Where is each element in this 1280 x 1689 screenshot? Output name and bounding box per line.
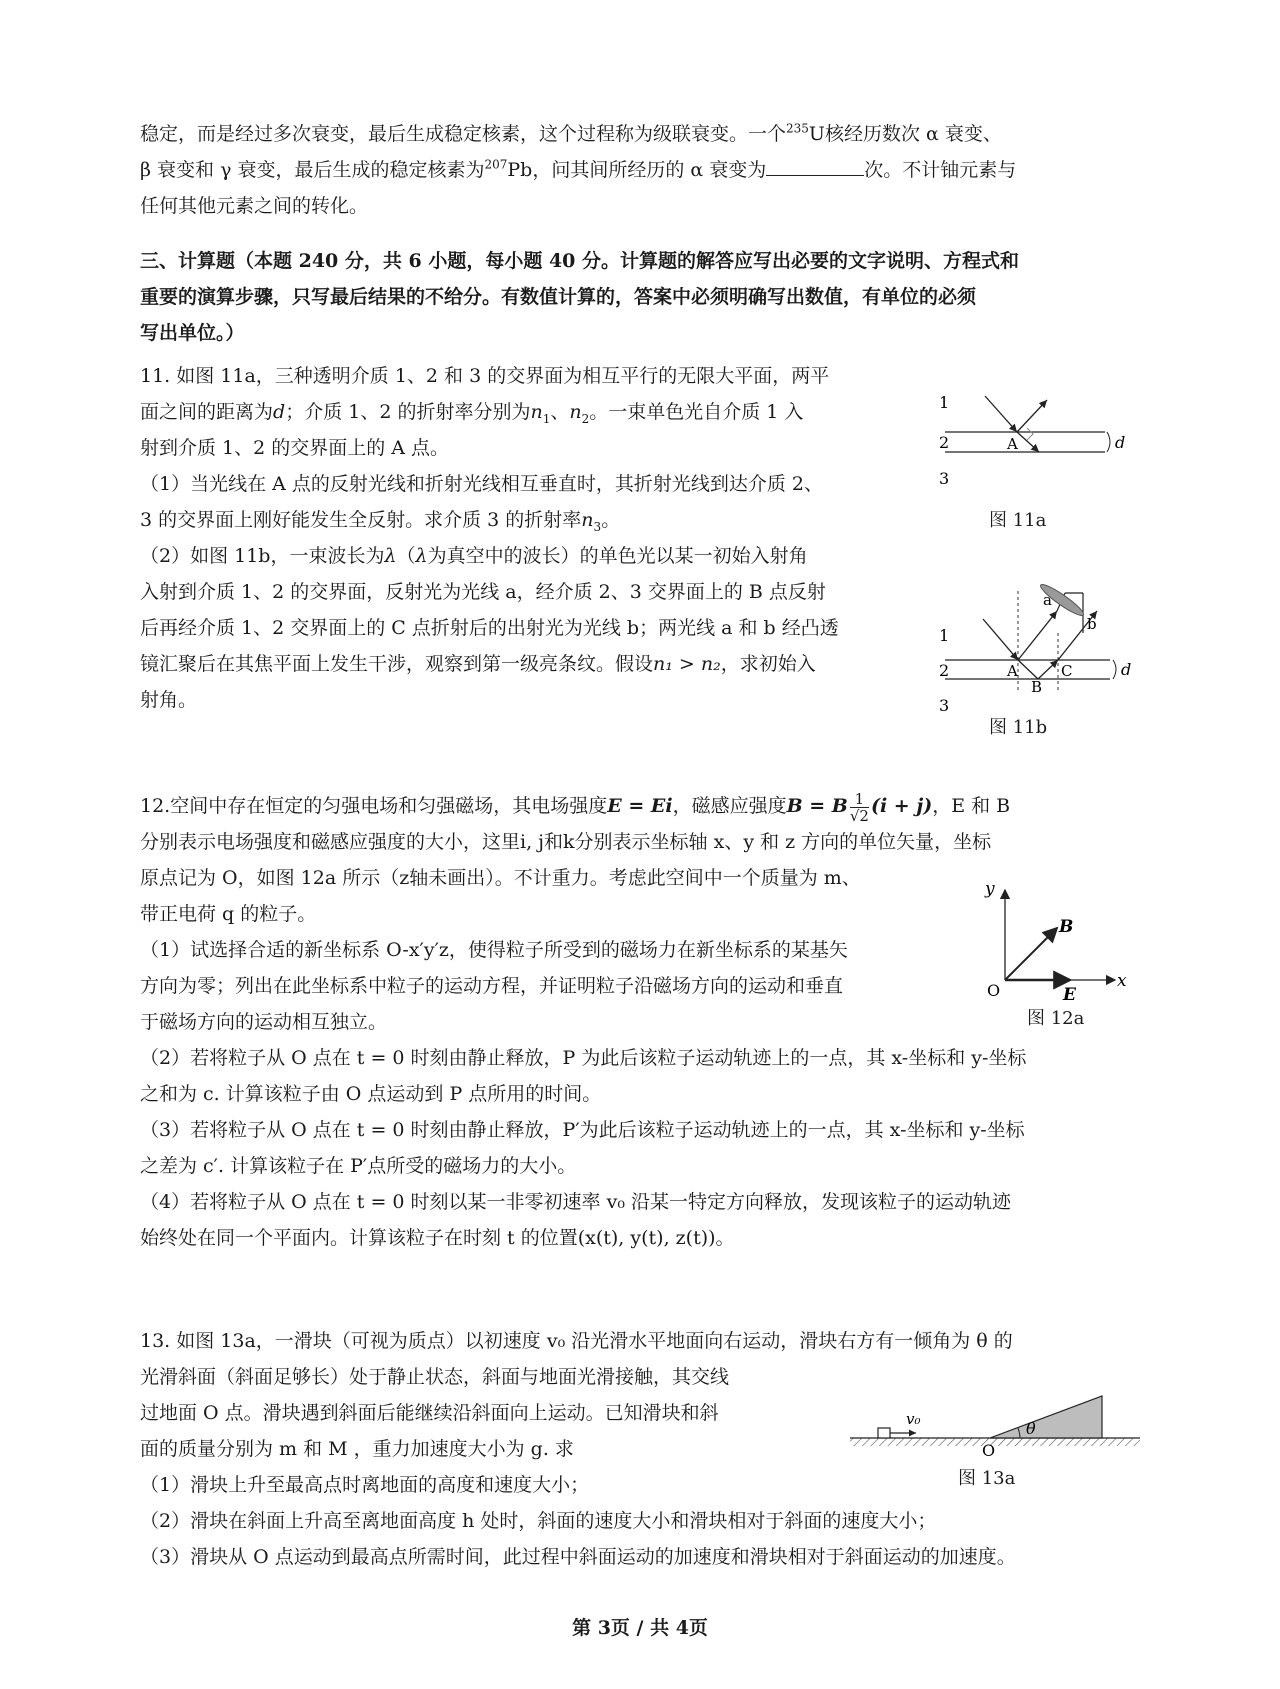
question-12: 12.空间中存在恒定的匀强电场和匀强磁场，其电场强度E = Ei，磁感应强度B = B $\frac{1}{√2}$ (i + j)，E 和 B 分别表示电场强度和磁感应强度的大小，这里i, j和k分别表示坐标轴 x、y 和 z 方向的单位矢量，坐标 原点记为 O，如图 12a 所示（z轴未画出）。不计重力。考虑此空间中一个质量为 m、 带正电荷 q 的粒子。 （1）试选择合适的新坐标系 O-x′y′z，使得粒子所受到的磁场力在新坐标系的某基矢 方向为零；列出在此坐标系中粒子的运动方程，并证明粒子沿磁场方向的运动和垂直 于磁场方向的运动相互独立。 （2）若将粒子从 O 点在 t = 0 时刻由静止释放，P 为此后该粒子运动轨迹上的一点，其 x-坐标和 y-坐标 之和为 c. 计算该粒子由 O 点运动到 P 点所用的时间。 （3）若将粒子从 O 点在 t = 0 时刻由静止释放，P′为此后该粒子运动轨迹上的一点，其 x-坐标和 y-坐标 之差为 c′. 计算该粒子在 P′点所受的磁场力的大小。 （4）若将粒子从 O 点在 t = 0 时刻以某一非零初速率 v₀ 沿某一特定方向释放，发现该粒子的运动轨迹 始终处在同一个平面内。计算该粒子在时刻 t 的位置(x(t), y(t), z(t))。 xyxy=(140,789,1027,1249)
figure-12a-drawing xyxy=(985,879,1135,1005)
figure-13a-caption: 图 13a xyxy=(958,1468,1016,1489)
theta-label: θ xyxy=(1026,1419,1036,1438)
figure-11b-caption: 图 11b xyxy=(989,717,1048,738)
b-vector-label: B xyxy=(1059,917,1074,937)
medium-1-label: 1 xyxy=(939,393,950,412)
section-3-heading: 三、计算题（本题 240 分，共 6 小题，每小题 40 分。计算题的解答应写出必要的文字说明、方程式和 重要的演算步骤，只写最后结果的不给分。有数值计算的，答案中必须明确写出数值，有单位的必须 写出单位。） xyxy=(140,250,1020,344)
medium-2-label: 2 xyxy=(939,433,950,452)
origin-label: O xyxy=(987,981,1001,1000)
u-mass-number: 235 xyxy=(786,121,809,136)
v0-label: v₀ xyxy=(906,1410,921,1428)
intro-paragraph xyxy=(140,116,1016,224)
question-11: 11. 如图 11a，三种透明介质 1、2 和 3 的交界面为相互平行的无限大平面，两平 面之间的距离为d；介质 1、2 的折射率分别为$n_1$、$n_2$。一束单色光自介质 1 入 射到介质 1、2 的交界面上的 A 点。 （1）当光线在 A 点的反射光线和折射光线相互垂直时，其折射光线到达介质 2、 3 的交界面上刚好能发生全反射。求介质 3 的折射率$n_3$。 （2）如图 11b，一束波长为λ（λ为真空中的波长）的单色光以某一初始入射角 入射到介质 1、2 的交界面，反射光为光线 a，经介质 2、3 交界面上的 B 点反射 后再经介质 1、2 交界面上的 C 点折射后的出射光为光线 b；两光线 a 和 b 经凸透 镜汇聚后在其焦平面上发生干涉，观察到第一级亮条纹。假设n₁ > n₂，求初始入 射角。 xyxy=(140,365,839,711)
y-axis-label: y xyxy=(985,879,995,899)
figure-11b-drawing xyxy=(935,583,1145,715)
ray-b-label: b xyxy=(1087,615,1097,633)
point-a-label: A xyxy=(1007,435,1018,453)
figure-11a-drawing xyxy=(935,388,1135,498)
ray-a-label: a xyxy=(1043,591,1052,609)
figure-13a-drawing xyxy=(850,1390,1140,1460)
medium-3-label: 3 xyxy=(939,469,950,488)
figure-11a xyxy=(935,388,1135,531)
medium-1-label-b: 1 xyxy=(939,626,950,645)
figure-11b xyxy=(935,583,1145,738)
question-13: 13. 如图 13a，一滑块（可视为质点）以初速度 v₀ 沿光滑水平地面向右运动，滑块右方有一倾角为 θ 的 光滑斜面（斜面足够长）处于静止状态，斜面与地面光滑接触，其交线 过地面 O 点。滑块遇到斜面后能继续沿斜面向上运动。已知滑块和斜 面的质量分别为 m 和 M ，重力加速度大小为 g. 求 （1）滑块上升至最高点时离地面的高度和速度大小； （2）滑块在斜面上升高至离地面高度 h 处时，斜面的速度大小和滑块相对于斜面的速度大小； （3）滑块从 O 点运动到最高点所需时间，此过程中斜面运动的加速度和滑块相对于斜面运动的加速度。 xyxy=(140,1330,1016,1568)
medium-3-label-b: 3 xyxy=(939,696,950,715)
page-footer: 第 3页 / 共 4页 xyxy=(572,1617,708,1639)
point-c-label: C xyxy=(1061,662,1073,680)
figure-12a xyxy=(985,880,1135,1030)
thickness-d-label-b: d xyxy=(1121,660,1132,679)
point-a-label-b: A xyxy=(1007,662,1018,680)
intro-line-3: 任何其他元素之间的转化。 xyxy=(140,195,369,217)
intro-line-2: β 衰变和 γ 衰变，最后生成的稳定核素为$^{207}$Pb，问其间所经历的 α 衰变为 次。不计铀元素与 xyxy=(140,157,1017,181)
intro-line-1: 稳定，而是经过多次衰变，最后生成稳定核素，这个过程称为级联衰变。一个$^{235}$U核经历数次 α 衰变、 xyxy=(140,121,1002,145)
answer-blank[interactable] xyxy=(766,157,864,176)
point-b-label: B xyxy=(1031,678,1043,696)
medium-2-label-b: 2 xyxy=(939,661,950,680)
figure-12a-caption: 图 12a xyxy=(1027,1008,1085,1029)
thickness-d-label: d xyxy=(1115,433,1126,452)
x-axis-label: x xyxy=(1117,971,1127,991)
figure-11a-caption: 图 11a xyxy=(989,510,1047,531)
pb-mass-number: 207 xyxy=(484,157,508,172)
figure-13a xyxy=(850,1390,1140,1500)
point-o-label: O xyxy=(982,1441,996,1460)
e-vector-label: E xyxy=(1063,985,1076,1005)
